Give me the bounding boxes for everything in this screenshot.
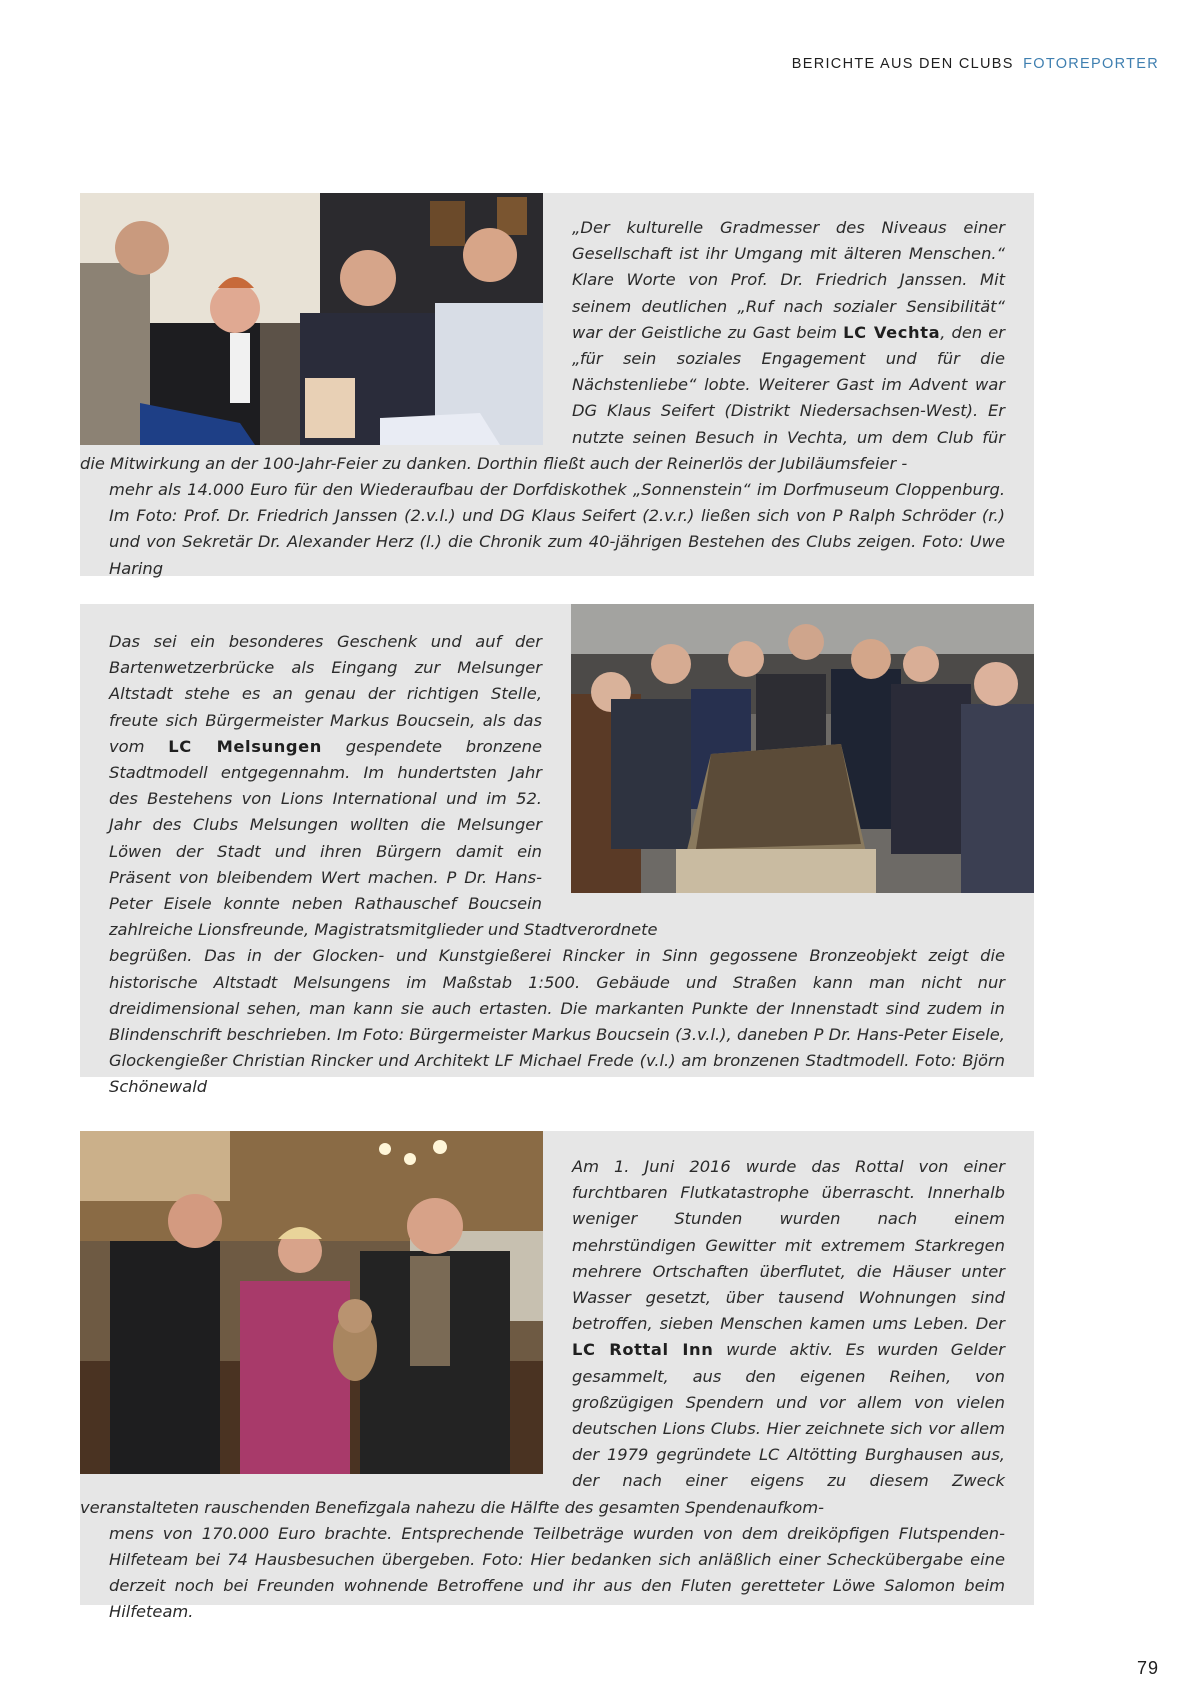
article-text-part: „Der kulturelle Gradmesser des Niveaus einer Gesellschaft ist ihr Umgang mit älteren Menschen.“ Klare Worte von Prof. Dr. Friedrich Janssen. Mit seinem deutlichen „Ruf nach sozialer Sensibilität“ war der Geistliche zu Gast beim: [572, 218, 1005, 342]
club-name: LC Melsungen: [168, 736, 322, 756]
article-lc-melsungen: [80, 604, 1034, 1097]
article-text-part: wurde aktiv. Es wurden Gelder gesammelt, aus den eigenen Reihen, von großzügigen Spendern und vor allem von vielen deutschen Lions Clubs. Hier zeichnete sich vor allem der 1979 gegründete LC Altötting Burghausen aus, der nach einer eigens zu diesem Zweck veranstalteten rauschenden Benefizgala nahezu die Hälfte des gesamten Spendenaufkom-: [80, 1340, 1005, 1517]
photo-lc-vechta: [80, 193, 543, 445]
photo-lc-melsungen: [571, 604, 1034, 893]
page-number: 79: [1136, 1658, 1159, 1678]
section-title: BERICHTE AUS DEN CLUBS: [791, 56, 1014, 72]
article-caption-lc-melsungen: begrüßen. Das in der Glocken- und Kunstgießerei Rincker in Sinn gegossene Bronzeobjekt zeigt die historische Altstadt Melsungens im Maßstab 1:500. Gebäude und Straßen kann man nicht nur dreidimensional sehen, man kann sie auch ertasten. Die markanten Punkte der Innenstadt sind zudem in Blindenschrift beschrieben. Im Foto: Bürgermeister Markus Boucsein (3.v.l.), daneben P Dr. Hans-Peter Eisele, Glockengießer Christian Rincker und Architekt LF Michael Frede (v.l.) am bronzenen Stadtmodell. Foto: Björn Schönewald: [109, 946, 1005, 1097]
article-caption-lc-rottal-inn: mens von 170.000 Euro brachte. Entsprechende Teilbeträge wurden von dem dreiköpfigen Flutspenden-Hilfeteam bei 74 Hausbesuchen übergeben. Foto: Hier bedanken sich anläßlich einer Scheckübergabe eine derzeit noch bei Freunden wohnende Betroffene und ihr aus den Fluten geretteter Löwe Salomon beim Hilfeteam.: [109, 1523, 1005, 1622]
article-text-part: Am 1. Juni 2016 wurde das Rottal von einer furchtbaren Flutkatastrophe überrascht. Innerhalb weniger Stunden wurden nach einem mehrstündigen Gewitter mit extremem Starkregen mehrere Ortschaften überflutet, die Häuser unter Wasser gesetzt, über tausend Wohnungen sind betroffen, sieben Menschen kamen ums Leben. Der: [572, 1157, 1005, 1334]
subsection-title: FOTOREPORTER: [1023, 56, 1159, 72]
article-text-part: , den er „für sein soziales Engagement und für die Nächstenliebe“ lobte. Weiterer Gast im Advent war DG Klaus Seifert (Distrikt Niedersachsen-West). Er nutzte seinen Besuch in Vechta, um dem Club für die Mitwirkung an der 100-Jahr-Feier zu danken. Dorthin fließt auch der Reinerlös der Jubiläumsfeier -: [80, 322, 1005, 473]
running-head: [792, 56, 1159, 72]
article-lc-rottal-inn: [80, 1131, 1034, 1622]
club-name: LC Rottal Inn: [572, 1340, 714, 1360]
article-caption-lc-vechta: mehr als 14.000 Euro für den Wiederaufbau der Dorfdiskothek „Sonnenstein“ im Dorfmuseum Cloppenburg. Im Foto: Prof. Dr. Friedrich Janssen (2.v.l.) und DG Klaus Seifert (2.v.r.) ließen sich von P Ralph Schröder (r.) und von Sekretär Dr. Alexander Herz (l.) die Chronik zum 40-jährigen Bestehen des Clubs zeigen. Foto: Uwe Haring: [109, 480, 1005, 578]
club-name: LC Vechta: [843, 322, 941, 342]
article-text-part: gespendete bronzene Stadtmodell entgegennahm. Im hundertsten Jahr des Bestehens von Lions International und im 52. Jahr des Clubs Melsungen wollten die Melsunger Löwen der Stadt und ihren Bürgern damit ein Präsent von bleibendem Wert machen. P Dr. Hans-Peter Eisele konnte neben Rathauschef Boucsein zahlreiche Lionsfreunde, Magistratsmitglieder und Stadtverordnete: [109, 736, 658, 940]
article-lc-vechta: [80, 193, 1034, 576]
photo-lc-rottal-inn: [80, 1131, 543, 1474]
article-text-part: Das sei ein besonderes Geschenk und auf der Bartenwetzerbrücke als Eingang zur Melsunger Altstadt stehe es an genau der richtigen Stelle, freute sich Bürgermeister Markus Boucsein, als das vom: [109, 632, 542, 756]
